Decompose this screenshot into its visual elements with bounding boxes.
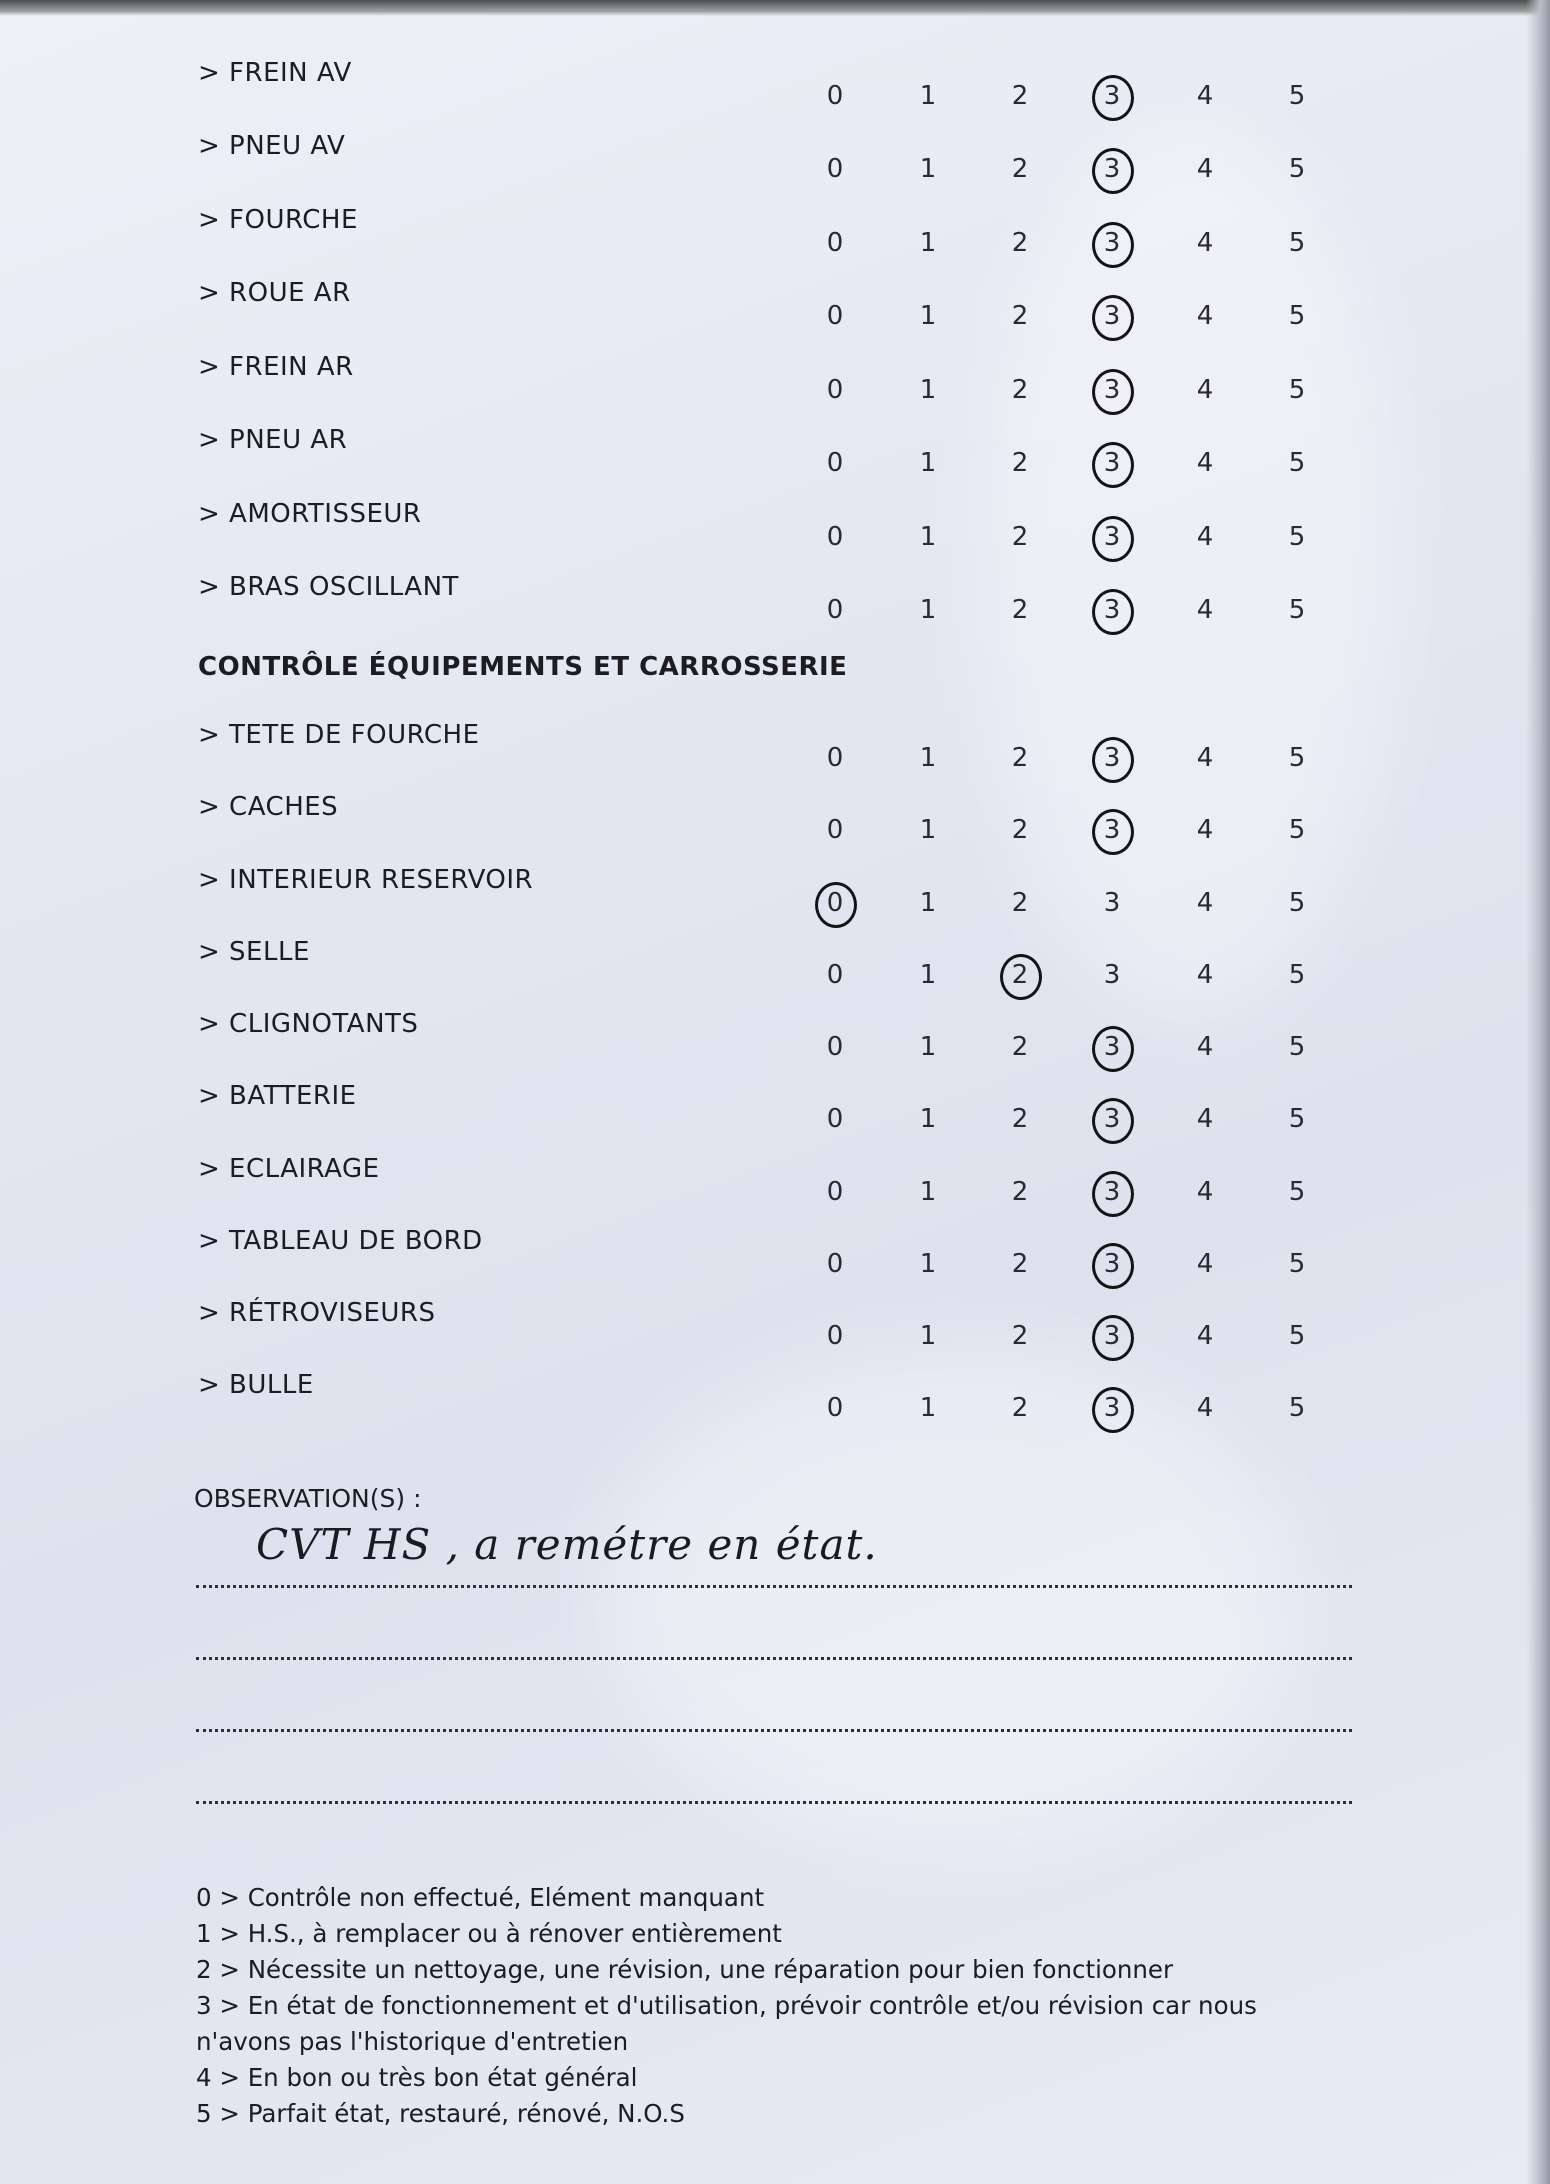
score-option-3[interactable]: 3 <box>1103 960 1121 990</box>
checklist-row <box>0 1154 1550 1214</box>
score-option-4[interactable]: 4 <box>1196 743 1214 773</box>
score-option-2[interactable]: 2 <box>995 950 1045 1000</box>
row-label: > CACHES <box>198 792 339 822</box>
checklist-row <box>0 278 1550 338</box>
score-option-1[interactable]: 1 <box>919 1393 937 1423</box>
row-label: > FREIN AV <box>198 58 352 88</box>
checklist-row <box>0 58 1550 118</box>
score-option-3[interactable]: 3 <box>1087 733 1137 783</box>
observation-line[interactable] <box>196 1729 1352 1732</box>
checklist-row <box>0 205 1550 265</box>
score-option-4[interactable]: 4 <box>1196 1177 1214 1207</box>
score-option-2[interactable]: 2 <box>1011 228 1029 258</box>
checklist-row <box>0 425 1550 485</box>
score-options <box>0 572 1550 632</box>
score-option-2[interactable]: 2 <box>1011 522 1029 552</box>
score-option-0[interactable]: 0 <box>826 1177 844 1207</box>
legend-item: 5 > Parfait état, restauré, rénové, N.O.S <box>196 2099 685 2128</box>
score-options <box>0 937 1550 997</box>
score-option-5[interactable]: 5 <box>1288 522 1306 552</box>
score-option-3[interactable]: 3 <box>1087 1022 1137 1072</box>
score-option-3[interactable]: 3 <box>1087 71 1137 121</box>
score-option-4[interactable]: 4 <box>1196 301 1214 331</box>
score-option-0[interactable]: 0 <box>826 448 844 478</box>
score-option-1[interactable]: 1 <box>919 1249 937 1279</box>
score-option-1[interactable]: 1 <box>919 1104 937 1134</box>
checklist-row <box>0 865 1550 925</box>
score-option-0[interactable]: 0 <box>826 743 844 773</box>
score-option-2[interactable]: 2 <box>1011 375 1029 405</box>
score-option-3[interactable]: 3 <box>1087 1311 1137 1361</box>
score-option-3[interactable]: 3 <box>1087 1167 1137 1217</box>
score-option-1[interactable]: 1 <box>919 448 937 478</box>
score-option-3[interactable]: 3 <box>1087 585 1137 635</box>
score-option-0[interactable]: 0 <box>826 815 844 845</box>
row-label: > BRAS OSCILLANT <box>198 572 459 602</box>
score-option-3[interactable]: 3 <box>1087 365 1137 415</box>
score-options <box>0 499 1550 559</box>
score-option-5[interactable]: 5 <box>1288 81 1306 111</box>
checklist-row <box>0 352 1550 412</box>
score-option-3[interactable]: 3 <box>1087 1094 1137 1144</box>
score-option-1[interactable]: 1 <box>919 81 937 111</box>
score-options <box>0 1298 1550 1358</box>
section-title: CONTRÔLE ÉQUIPEMENTS ET CARROSSERIE <box>198 652 848 682</box>
checklist-row <box>0 1298 1550 1358</box>
score-options <box>0 1154 1550 1214</box>
score-option-5[interactable]: 5 <box>1288 1393 1306 1423</box>
observations-label: OBSERVATION(S) : <box>194 1484 422 1513</box>
score-option-2[interactable]: 2 <box>1011 888 1029 918</box>
score-option-1[interactable]: 1 <box>919 595 937 625</box>
row-label: > FOURCHE <box>198 205 358 235</box>
legend-item: 1 > H.S., à remplacer ou à rénover entièrement <box>196 1919 782 1948</box>
score-option-2[interactable]: 2 <box>1011 154 1029 184</box>
score-option-2[interactable]: 2 <box>1011 743 1029 773</box>
score-option-4[interactable]: 4 <box>1196 960 1214 990</box>
score-option-2[interactable]: 2 <box>1011 448 1029 478</box>
row-label: > CLIGNOTANTS <box>198 1009 419 1039</box>
score-option-3[interactable]: 3 <box>1103 888 1121 918</box>
score-option-5[interactable]: 5 <box>1288 743 1306 773</box>
score-option-1[interactable]: 1 <box>919 743 937 773</box>
score-options <box>0 1081 1550 1141</box>
legend-item: 0 > Contrôle non effectué, Elément manquant <box>196 1883 765 1912</box>
score-option-0[interactable]: 0 <box>826 301 844 331</box>
score-options <box>0 131 1550 191</box>
score-option-2[interactable]: 2 <box>1011 1032 1029 1062</box>
checklist-row <box>0 499 1550 559</box>
score-option-2[interactable]: 2 <box>1011 81 1029 111</box>
score-option-0[interactable]: 0 <box>826 522 844 552</box>
handwritten-observation: CVT HS , a remétre en état. <box>256 1520 878 1569</box>
score-option-0[interactable]: 0 <box>826 1393 844 1423</box>
score-option-4[interactable]: 4 <box>1196 815 1214 845</box>
row-label: > ECLAIRAGE <box>198 1154 380 1184</box>
row-label: > BULLE <box>198 1370 314 1400</box>
row-label: > INTERIEUR RESERVOIR <box>198 865 534 895</box>
score-option-1[interactable]: 1 <box>919 1032 937 1062</box>
score-option-0[interactable]: 0 <box>826 375 844 405</box>
score-option-5[interactable]: 5 <box>1288 1321 1306 1351</box>
score-option-2[interactable]: 2 <box>1011 1249 1029 1279</box>
score-option-1[interactable]: 1 <box>919 522 937 552</box>
score-option-0[interactable]: 0 <box>826 1321 844 1351</box>
observation-line[interactable] <box>196 1801 1352 1804</box>
score-option-3[interactable]: 3 <box>1087 438 1137 488</box>
row-label: > BATTERIE <box>198 1081 357 1111</box>
score-options <box>0 205 1550 265</box>
row-label: > PNEU AV <box>198 131 346 161</box>
score-option-5[interactable]: 5 <box>1288 1032 1306 1062</box>
score-option-5[interactable]: 5 <box>1288 815 1306 845</box>
legend-item: 4 > En bon ou très bon état général <box>196 2063 638 2092</box>
score-option-5[interactable]: 5 <box>1288 301 1306 331</box>
row-label: > AMORTISSEUR <box>198 499 422 529</box>
score-option-1[interactable]: 1 <box>919 1177 937 1207</box>
score-option-3[interactable]: 3 <box>1087 805 1137 855</box>
score-option-5[interactable]: 5 <box>1288 154 1306 184</box>
rating-legend <box>196 1880 1356 2132</box>
legend-item: 3 > En état de fonctionnement et d'utilisation, prévoir contrôle et/ou révision car nous n'avons pas l'historique d'entretien <box>196 1991 1257 2056</box>
row-label: > SELLE <box>198 937 310 967</box>
score-option-4[interactable]: 4 <box>1196 448 1214 478</box>
checklist-row <box>0 131 1550 191</box>
score-option-4[interactable]: 4 <box>1196 595 1214 625</box>
score-option-5[interactable]: 5 <box>1288 448 1306 478</box>
checklist-row <box>0 572 1550 632</box>
score-options <box>0 865 1550 925</box>
score-option-1[interactable]: 1 <box>919 154 937 184</box>
observation-line[interactable] <box>196 1585 1352 1588</box>
score-option-4[interactable]: 4 <box>1196 1032 1214 1062</box>
score-option-0[interactable]: 0 <box>826 154 844 184</box>
score-option-0[interactable]: 0 <box>826 1104 844 1134</box>
score-option-4[interactable]: 4 <box>1196 1393 1214 1423</box>
score-options <box>0 792 1550 852</box>
row-label: > TABLEAU DE BORD <box>198 1226 483 1256</box>
score-options <box>0 720 1550 780</box>
score-option-2[interactable]: 2 <box>1011 815 1029 845</box>
score-option-1[interactable]: 1 <box>919 888 937 918</box>
checklist-row <box>0 792 1550 852</box>
score-option-4[interactable]: 4 <box>1196 375 1214 405</box>
score-options <box>0 1009 1550 1069</box>
score-option-2[interactable]: 2 <box>1011 1177 1029 1207</box>
row-label: > ROUE AR <box>198 278 351 308</box>
score-option-3[interactable]: 3 <box>1087 1239 1137 1289</box>
score-option-1[interactable]: 1 <box>919 815 937 845</box>
score-option-2[interactable]: 2 <box>1011 1393 1029 1423</box>
score-option-2[interactable]: 2 <box>1011 595 1029 625</box>
score-option-0[interactable]: 0 <box>826 1032 844 1062</box>
score-option-3[interactable]: 3 <box>1087 218 1137 268</box>
score-options <box>0 352 1550 412</box>
score-option-5[interactable]: 5 <box>1288 1104 1306 1134</box>
score-option-4[interactable]: 4 <box>1196 228 1214 258</box>
row-label: > RÉTROVISEURS <box>198 1298 436 1328</box>
score-option-2[interactable]: 2 <box>1011 1104 1029 1134</box>
score-option-5[interactable]: 5 <box>1288 1177 1306 1207</box>
score-option-4[interactable]: 4 <box>1196 154 1214 184</box>
legend-item: 2 > Nécessite un nettoyage, une révision, une réparation pour bien fonctionner <box>196 1955 1174 1984</box>
score-option-1[interactable]: 1 <box>919 301 937 331</box>
score-option-3[interactable]: 3 <box>1087 1383 1137 1433</box>
score-option-3[interactable]: 3 <box>1087 291 1137 341</box>
checklist-row <box>0 1009 1550 1069</box>
row-label: > PNEU AR <box>198 425 348 455</box>
score-options <box>0 1226 1550 1286</box>
score-option-4[interactable]: 4 <box>1196 522 1214 552</box>
row-label: > TETE DE FOURCHE <box>198 720 480 750</box>
checklist-row <box>0 1081 1550 1141</box>
checklist-row <box>0 1226 1550 1286</box>
score-option-2[interactable]: 2 <box>1011 301 1029 331</box>
score-option-0[interactable]: 0 <box>826 595 844 625</box>
score-options <box>0 58 1550 118</box>
score-option-3[interactable]: 3 <box>1087 144 1137 194</box>
score-option-4[interactable]: 4 <box>1196 1321 1214 1351</box>
score-option-5[interactable]: 5 <box>1288 595 1306 625</box>
score-option-5[interactable]: 5 <box>1288 375 1306 405</box>
score-option-5[interactable]: 5 <box>1288 228 1306 258</box>
score-option-0[interactable]: 0 <box>826 1249 844 1279</box>
top-edge-shadow <box>0 0 1550 16</box>
score-option-1[interactable]: 1 <box>919 375 937 405</box>
score-option-1[interactable]: 1 <box>919 1321 937 1351</box>
score-option-1[interactable]: 1 <box>919 960 937 990</box>
score-option-5[interactable]: 5 <box>1288 960 1306 990</box>
score-option-3[interactable]: 3 <box>1087 512 1137 562</box>
score-options <box>0 425 1550 485</box>
score-option-0[interactable]: 0 <box>826 960 844 990</box>
score-option-5[interactable]: 5 <box>1288 1249 1306 1279</box>
score-options <box>0 278 1550 338</box>
observation-line[interactable] <box>196 1657 1352 1660</box>
checklist-row <box>0 1370 1550 1430</box>
score-option-1[interactable]: 1 <box>919 228 937 258</box>
score-option-2[interactable]: 2 <box>1011 1321 1029 1351</box>
score-option-0[interactable]: 0 <box>826 228 844 258</box>
score-option-0[interactable]: 0 <box>826 81 844 111</box>
score-option-0[interactable]: 0 <box>810 878 860 928</box>
checklist-row <box>0 937 1550 997</box>
checklist-row <box>0 720 1550 780</box>
row-label: > FREIN AR <box>198 352 354 382</box>
score-option-4[interactable]: 4 <box>1196 81 1214 111</box>
score-option-5[interactable]: 5 <box>1288 888 1306 918</box>
score-options <box>0 1370 1550 1430</box>
score-option-4[interactable]: 4 <box>1196 888 1214 918</box>
score-option-4[interactable]: 4 <box>1196 1249 1214 1279</box>
score-option-4[interactable]: 4 <box>1196 1104 1214 1134</box>
